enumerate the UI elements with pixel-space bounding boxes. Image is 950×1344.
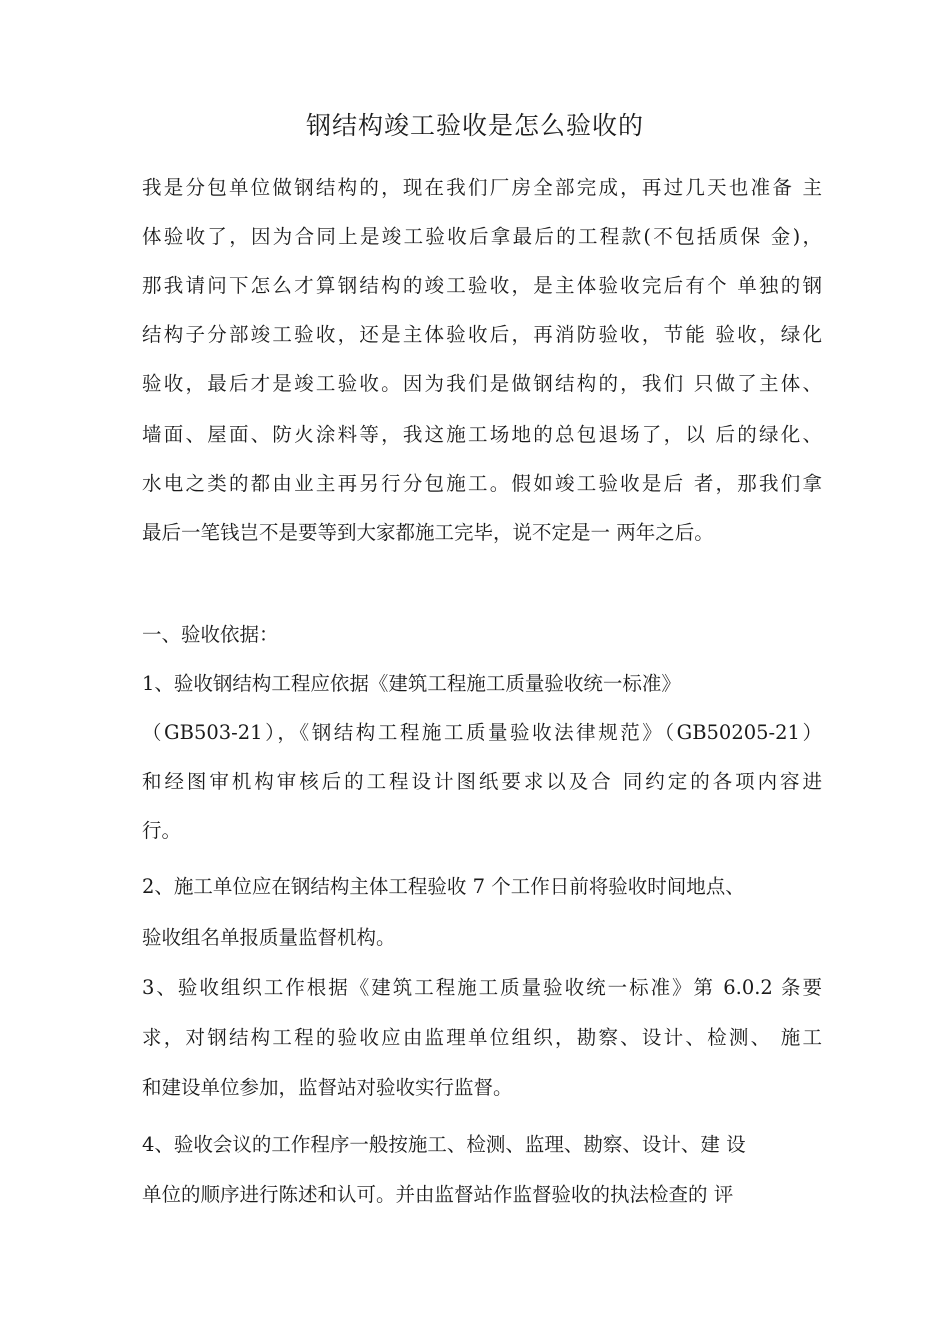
item4-line-1: 4、验收会议的工作程序一般按施工、检测、监理、勘察、设计、建 设 <box>142 1133 746 1156</box>
item2-line-1: 2、施工单位应在钢结构主体工程验收 7 个工作日前将验收时间地点、 <box>142 875 745 898</box>
intro-line-4: 结构子分部竣工验收，还是主体验收后，再消防验收，节能 验收，绿化 <box>142 323 822 346</box>
section-heading: 一、验收依据： <box>142 623 279 646</box>
item1-line-4: 行。 <box>142 819 182 842</box>
item1-line-3: 和经图审机构审核后的工程设计图纸要求以及合 同约定的各项内容进 <box>142 770 822 793</box>
item1-line-2: （GB503-21），《钢结构工程施工质量验收法律规范》（GB50205-21） <box>142 721 822 744</box>
intro-line-1: 我是分包单位做钢结构的，现在我们厂房全部完成，再过几天也准备 主 <box>142 176 822 199</box>
intro-line-7: 水电之类的都由业主再另行分包施工。假如竣工验收是后 者，那我们拿 <box>142 472 822 495</box>
intro-line-2: 体验收了，因为合同上是竣工验收后拿最后的工程款(不包括质保 金)， <box>142 225 822 248</box>
document-title: 钢结构竣工验收是怎么验收的 <box>305 111 644 140</box>
item1-line-1: 1、验收钢结构工程应依据《建筑工程施工质量验收统一标准》 <box>142 672 681 695</box>
intro-line-6: 墙面、屋面、防火涂料等，我这施工场地的总包退场了，以 后的绿化、 <box>142 423 822 446</box>
item2-line-2: 验收组名单报质量监督机构。 <box>142 926 396 949</box>
intro-line-5: 验收，最后才是竣工验收。因为我们是做钢结构的，我们 只做了主体、 <box>142 372 822 395</box>
item4-line-2: 单位的顺序进行陈述和认可。并由监督站作监督验收的执法检查的 评 <box>142 1183 734 1206</box>
item3-line-2: 求，对钢结构工程的验收应由监理单位组织，勘察、设计、检测、 施工 <box>142 1026 822 1049</box>
intro-line-8: 最后一笔钱岂不是要等到大家都施工完毕，说不定是一 两年之后。 <box>142 521 714 544</box>
item3-line-3: 和建设单位参加，监督站对验收实行监督。 <box>142 1076 513 1099</box>
item3-line-1: 3、验收组织工作根据《建筑工程施工质量验收统一标准》第 6.0.2 条要 <box>142 976 822 999</box>
intro-line-3: 那我请问下怎么才算钢结构的竣工验收，是主体验收完后有个 单独的钢 <box>142 274 822 297</box>
